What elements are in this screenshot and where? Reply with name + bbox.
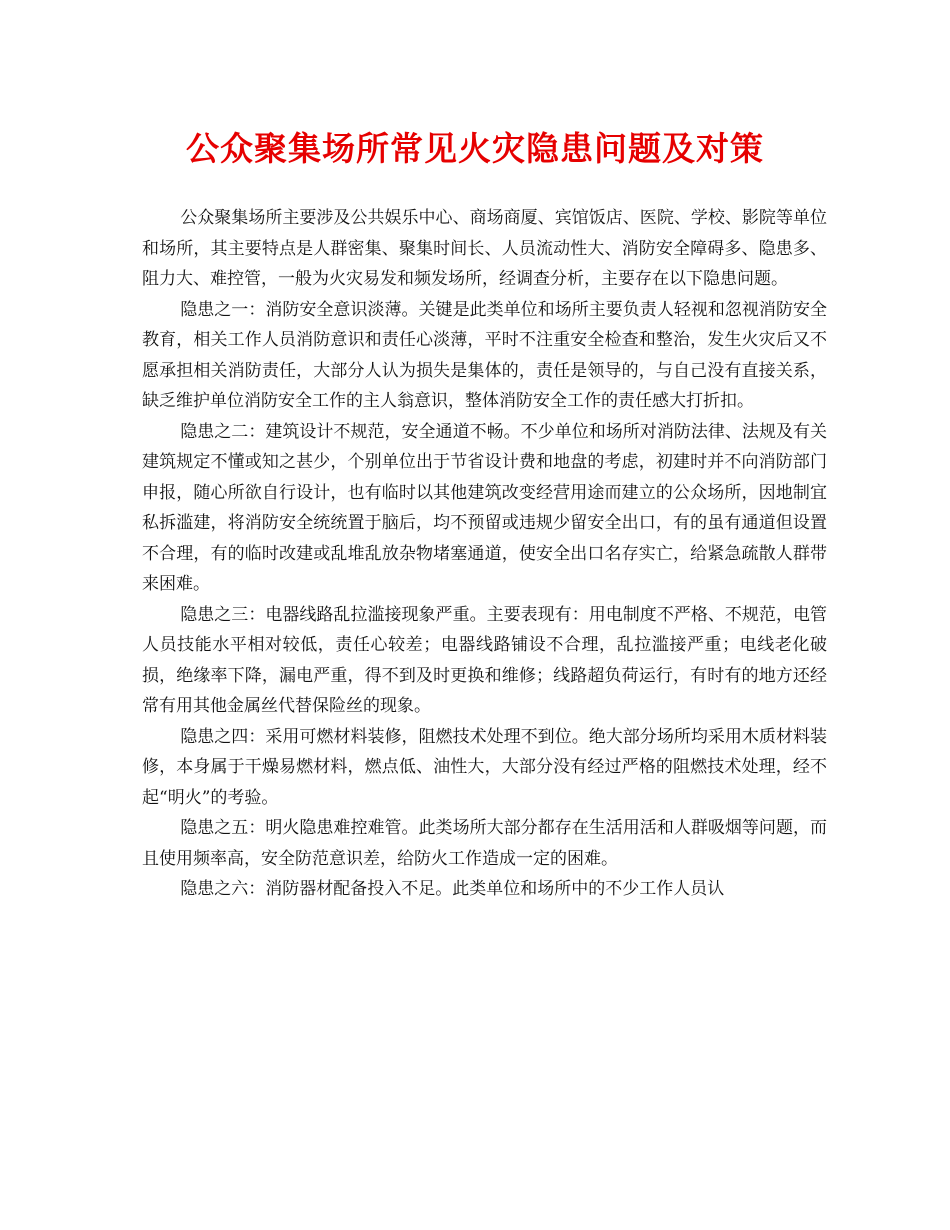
paragraph-intro: 公众聚集场所主要涉及公共娱乐中心、商场商厦、宾馆饭店、医院、学校、影院等单位和场所，其主要特点是人群密集、聚集时间长、人员流动性大、消防安全障碍多、隐患多、阻力大、难控管，一般为火灾易发和频发场所，经调查分析，主要存在以下隐患问题。 xyxy=(142,208,827,289)
paragraph-hazard-3: 隐患之三：电器线路乱拉滥接现象严重。主要表现有：用电制度不严格、不规范，电管人员技能水平相对较低，责任心较差；电器线路铺设不合理，乱拉滥接严重；电线老化破损，绝缘率下降，漏电严重，得不到及时更换和维修；线路超负荷运行，有时有的地方还经常有用其他金属丝代替保险丝的现象。 xyxy=(142,604,827,716)
document-title: 公众聚集场所常见火灾隐患问题及对策 xyxy=(186,129,764,168)
paragraph-hazard-2: 隐患之二：建筑设计不规范，安全通道不畅。不少单位和场所对消防法律、法规及有关建筑规定不懂或知之甚少，个别单位出于节省设计费和地盘的考虑，初建时并不向消防部门申报，随心所欲自行设计，也有临时以其他建筑改变经营用途而建立的公众场所，因地制宜私拆滥建，将消防安全统统置于脑后，均不预留或违规少留安全出口，有的虽有通道但设置不合理，有的临时改建或乱堆乱放杂物堵塞通道，使安全出口名存实亡，给紧急疏散人群带来困难。 xyxy=(142,421,827,594)
paragraph-hazard-1: 隐患之一：消防安全意识淡薄。关键是此类单位和场所主要负责人轻视和忽视消防安全教育，相关工作人员消防意识和责任心淡薄，平时不注重安全检查和整治，发生火灾后又不愿承担相关消防责任，大部分人认为损失是集体的，责任是领导的，与自己没有直接关系，缺乏维护单位消防安全工作的主人翁意识，整体消防安全工作的责任感大打折扣。 xyxy=(142,299,827,411)
paragraph-hazard-5: 隐患之五：明火隐患难控难管。此类场所大部分都存在生活用活和人群吸烟等问题，而且使用频率高，安全防范意识差，给防火工作造成一定的困难。 xyxy=(142,818,827,869)
document-body xyxy=(142,203,827,905)
paragraph-hazard-4: 隐患之四：采用可燃材料装修，阻燃技术处理不到位。绝大部分场所均采用木质材料装修，本身属于干燥易燃材料，燃点低、油性大，大部分没有经过严格的阻燃技术处理，经不起“明火”的考验。 xyxy=(142,726,827,808)
paragraph-hazard-6: 隐患之六：消防器材配备投入不足。此类单位和场所中的不少工作人员认 xyxy=(180,879,725,899)
